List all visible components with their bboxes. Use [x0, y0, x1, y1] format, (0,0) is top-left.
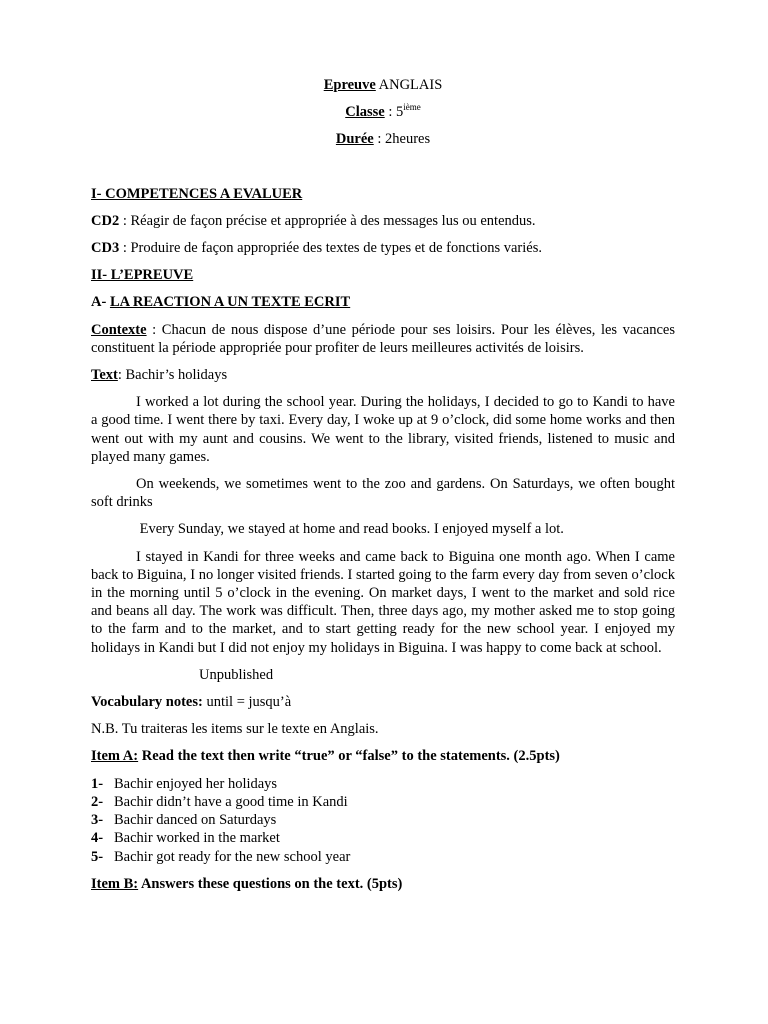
- exam-class-line: [91, 103, 675, 121]
- classe-value: : 5: [384, 104, 404, 121]
- statement-text: Bachir didn’t have a good time in Kandi: [114, 793, 348, 810]
- statement-number: 4-: [91, 830, 104, 847]
- classe-label: Classe: [345, 104, 385, 121]
- statement-text: Bachir got ready for the new school year: [114, 848, 351, 865]
- source-note: Unpublished: [199, 666, 274, 683]
- nb-note: N.B. Tu traiteras les items sur le texte en Anglais.: [91, 721, 379, 738]
- story-paragraph: Every Sunday, we stayed at home and read books. I enjoyed myself a lot.: [136, 521, 564, 538]
- statement-text: Bachir worked in the market: [114, 830, 280, 847]
- duree-value: : 2heures: [373, 131, 431, 148]
- statement-number: 1-: [91, 775, 104, 792]
- subsection-title: LA REACTION A UN TEXTE ECRIT: [109, 294, 351, 311]
- competence-cd2: [91, 212, 675, 230]
- cd2-label: CD2: [91, 212, 120, 229]
- classe-superscript: ième: [403, 102, 421, 113]
- exam-page: [91, 76, 675, 893]
- text-title: : Bachir’s holidays: [117, 367, 228, 384]
- statement-number: 2-: [91, 793, 104, 810]
- section2-title: II- L’EPREUVE: [91, 267, 194, 284]
- exam-subject-line: [91, 76, 675, 94]
- statement-text: Bachir danced on Saturdays: [114, 812, 277, 829]
- story-paragraph: On weekends, we sometimes went to the zoo and gardens. On Saturdays, we often bought soft drinks: [91, 476, 675, 511]
- vocab-label: Vocabulary notes:: [91, 694, 203, 711]
- exam-duration-line: [91, 130, 675, 148]
- statement-text: Bachir enjoyed her holidays: [114, 775, 278, 792]
- statement-number: 5-: [91, 848, 104, 865]
- contexte-label: Contexte: [91, 321, 147, 338]
- list-item: [91, 848, 675, 866]
- contexte-paragraph: [91, 321, 675, 357]
- story-paragraph: I worked a lot during the school year. During the holidays, I decided to go to Kandi to have a good time. I went there by taxi. Every day, I woke up at 9 o’clock, did some home works and then went out with my aunt and cousins. We went to the library, visited friends, listened to music and played many games.: [91, 394, 675, 465]
- statement-number: 3-: [91, 812, 104, 829]
- cd2-text: : Réagir de façon précise et appropriée à des messages lus ou entendus.: [119, 212, 536, 229]
- cd3-text: : Produire de façon appropriée des textes de types et de fonctions variés.: [119, 240, 542, 257]
- item-b-instruction: Answers these questions on the text. (5pts): [138, 875, 403, 892]
- item-a-statements: [91, 775, 675, 866]
- text-title-line: [91, 366, 675, 384]
- competence-cd3: [91, 239, 675, 257]
- duree-label: Durée: [335, 131, 374, 148]
- story-paragraph: I stayed in Kandi for three weeks and came back to Biguina one month ago. When I came back to Biguina, I no longer visited friends. I started going to the farm every day from seven o’clock in the morning until 5 o’clock in the evening. On market days, I went to the market and sold rice and beans all day. The work was difficult. Then, three days ago, my mother asked me to stop going to the farm and to the market, and to start getting ready for the new school year. I enjoyed my holidays in Kandi but I did not enjoy my holidays in Biguina. I was happy to come back at school.: [91, 548, 675, 656]
- section1-title: I- COMPETENCES A EVALUER: [91, 185, 303, 202]
- list-item: [91, 829, 675, 847]
- item-b-label: Item B:: [91, 875, 139, 892]
- list-item: [91, 775, 675, 793]
- subsection-prefix: A-: [91, 294, 110, 311]
- subsection-title-line: [91, 293, 675, 311]
- item-a-heading: [91, 747, 675, 765]
- item-a-label: Item A:: [91, 748, 139, 765]
- list-item: [91, 793, 675, 811]
- cd3-label: CD3: [91, 240, 120, 257]
- text-label: Text: [91, 367, 118, 384]
- epreuve-label: Epreuve: [323, 77, 376, 93]
- vocab-text: until = jusqu’à: [202, 694, 292, 711]
- vocabulary-notes: [91, 693, 675, 711]
- list-item: [91, 811, 675, 829]
- contexte-text: : Chacun de nous dispose d’une période pour ses loisirs. Pour les élèves, les vacances constituent la période appropriée pour profiter de leurs meilleures activités de loisirs.: [91, 321, 675, 356]
- item-b-heading: [91, 875, 675, 893]
- epreuve-value: ANGLAIS: [375, 77, 443, 93]
- item-a-instruction: Read the text then write “true” or “false” to the statements. (2.5pts): [138, 748, 560, 765]
